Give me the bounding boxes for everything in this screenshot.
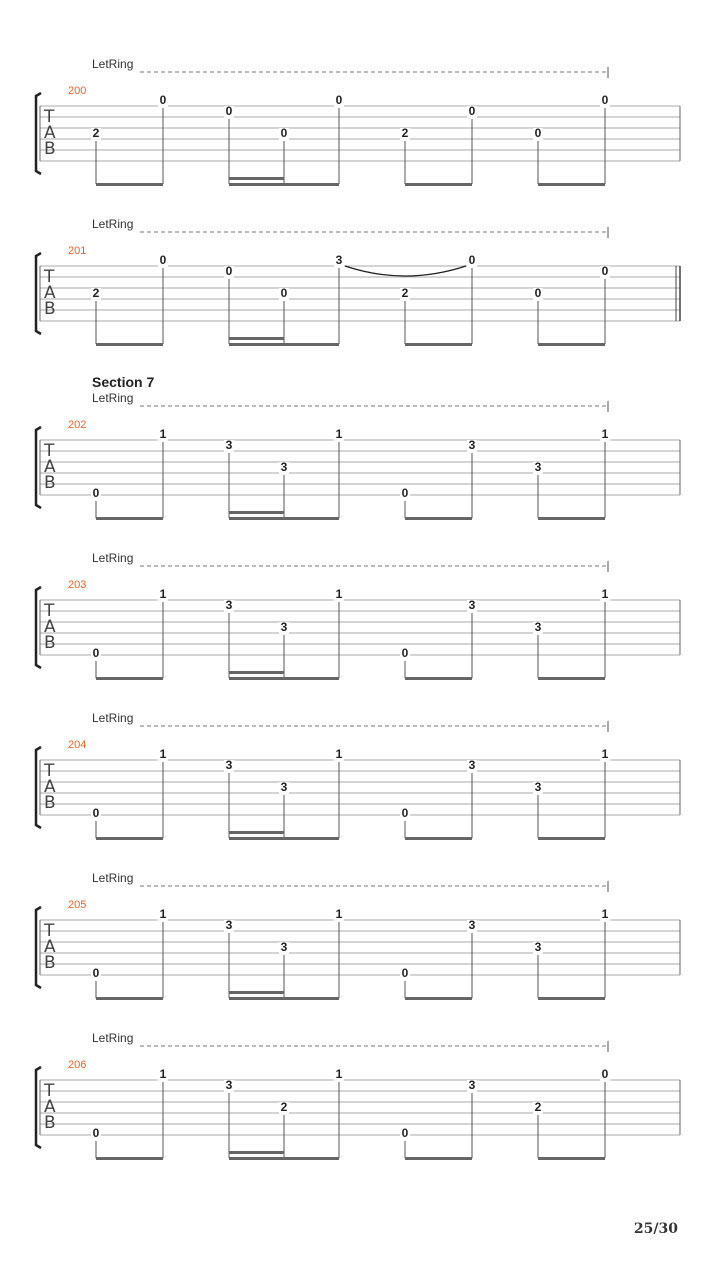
fret-number: 1 bbox=[335, 427, 343, 441]
fret-number: 3 bbox=[225, 438, 233, 452]
letring-label: LetRing bbox=[92, 871, 134, 885]
fret-number: 0 bbox=[92, 806, 100, 820]
fret-number: 3 bbox=[280, 940, 288, 954]
section-title: Section 7 bbox=[92, 374, 155, 390]
letring-label: LetRing bbox=[92, 57, 134, 71]
fret-number: 1 bbox=[601, 427, 609, 441]
beam bbox=[538, 517, 605, 520]
fret-number: 1 bbox=[335, 1067, 343, 1081]
beam bbox=[229, 837, 339, 840]
fret-number: 1 bbox=[159, 587, 167, 601]
fret-number: 3 bbox=[225, 1078, 233, 1092]
fret-number: 0 bbox=[401, 806, 409, 820]
secondary-beam bbox=[229, 511, 284, 514]
fret-number: 3 bbox=[225, 598, 233, 612]
tab-clef-letter: B bbox=[44, 953, 56, 973]
tab-clef-letter: A bbox=[44, 1097, 56, 1117]
beam bbox=[405, 677, 472, 680]
fret-number: 1 bbox=[335, 907, 343, 921]
beam bbox=[405, 517, 472, 520]
fret-number: 3 bbox=[534, 780, 542, 794]
tab-clef-letter: A bbox=[44, 457, 56, 477]
fret-number: 1 bbox=[159, 747, 167, 761]
beam bbox=[405, 343, 472, 346]
fret-number: 1 bbox=[601, 587, 609, 601]
beam bbox=[229, 677, 339, 680]
fret-number: 0 bbox=[225, 264, 233, 278]
fret-number: 3 bbox=[468, 438, 476, 452]
fret-number: 3 bbox=[280, 620, 288, 634]
secondary-beam bbox=[229, 337, 284, 340]
fret-number: 0 bbox=[225, 104, 233, 118]
fret-number: 2 bbox=[92, 286, 100, 300]
fret-number: 1 bbox=[159, 1067, 167, 1081]
secondary-beam bbox=[229, 1151, 284, 1154]
secondary-beam bbox=[229, 177, 284, 180]
beam bbox=[229, 997, 339, 1000]
fret-number: 3 bbox=[335, 253, 343, 267]
tab-clef-letter: B bbox=[44, 139, 56, 159]
fret-number: 1 bbox=[335, 587, 343, 601]
beam bbox=[538, 343, 605, 346]
tab-system bbox=[36, 217, 680, 346]
fret-number: 0 bbox=[92, 1126, 100, 1140]
fret-number: 0 bbox=[601, 93, 609, 107]
fret-number: 0 bbox=[92, 486, 100, 500]
measure-number: 203 bbox=[68, 579, 87, 591]
secondary-beam bbox=[229, 671, 284, 674]
beam bbox=[96, 1157, 163, 1160]
fret-number: 0 bbox=[534, 126, 542, 140]
tab-system bbox=[36, 391, 680, 520]
fret-number: 3 bbox=[468, 1078, 476, 1092]
fret-number: 3 bbox=[280, 780, 288, 794]
tab-clef-letter: B bbox=[44, 1113, 56, 1133]
fret-number: 0 bbox=[401, 486, 409, 500]
tab-clef-letter: T bbox=[44, 267, 55, 287]
beam bbox=[229, 1157, 339, 1160]
fret-number: 0 bbox=[534, 286, 542, 300]
fret-number: 2 bbox=[92, 126, 100, 140]
tab-system bbox=[36, 57, 680, 186]
fret-number: 3 bbox=[225, 758, 233, 772]
fret-number: 0 bbox=[159, 253, 167, 267]
tab-system bbox=[36, 1031, 680, 1160]
secondary-beam bbox=[229, 991, 284, 994]
tab-clef-letter: A bbox=[44, 617, 56, 637]
beam bbox=[96, 837, 163, 840]
fret-number: 2 bbox=[401, 286, 409, 300]
tie-curve bbox=[345, 266, 466, 276]
beam bbox=[538, 677, 605, 680]
fret-number: 0 bbox=[601, 264, 609, 278]
letring-label: LetRing bbox=[92, 217, 134, 231]
letring-label: LetRing bbox=[92, 711, 134, 725]
measure-number: 201 bbox=[68, 245, 87, 257]
tab-clef-letter: A bbox=[44, 937, 56, 957]
beam bbox=[229, 183, 339, 186]
beam bbox=[405, 997, 472, 1000]
fret-number: 0 bbox=[92, 646, 100, 660]
fret-number: 2 bbox=[401, 126, 409, 140]
fret-number: 0 bbox=[468, 253, 476, 267]
tab-system bbox=[36, 871, 680, 1000]
tab-clef-letter: A bbox=[44, 123, 56, 143]
tab-system bbox=[36, 711, 680, 840]
tab-clef-letter: T bbox=[44, 1081, 55, 1101]
letring-label: LetRing bbox=[92, 1031, 134, 1045]
fret-number: 3 bbox=[280, 460, 288, 474]
secondary-beam bbox=[229, 831, 284, 834]
measure-number: 200 bbox=[68, 85, 87, 97]
fret-number: 0 bbox=[401, 646, 409, 660]
letring-label: LetRing bbox=[92, 551, 134, 565]
beam bbox=[96, 677, 163, 680]
fret-number: 1 bbox=[601, 907, 609, 921]
beam bbox=[538, 837, 605, 840]
tab-clef-letter: B bbox=[44, 793, 56, 813]
beam bbox=[538, 997, 605, 1000]
tab-system bbox=[36, 551, 680, 680]
beam bbox=[96, 343, 163, 346]
fret-number: 3 bbox=[534, 460, 542, 474]
fret-number: 3 bbox=[468, 758, 476, 772]
fret-number: 2 bbox=[280, 1100, 288, 1114]
beam bbox=[405, 1157, 472, 1160]
fret-number: 0 bbox=[401, 966, 409, 980]
tab-clef-letter: T bbox=[44, 107, 55, 127]
measure-number: 206 bbox=[68, 1059, 87, 1071]
tab-clef-letter: B bbox=[44, 473, 56, 493]
beam bbox=[405, 183, 472, 186]
fret-number: 3 bbox=[225, 918, 233, 932]
measure-number: 205 bbox=[68, 899, 87, 911]
beam bbox=[96, 183, 163, 186]
measure-number: 204 bbox=[68, 739, 87, 751]
beam bbox=[538, 1157, 605, 1160]
tab-clef-letter: A bbox=[44, 283, 56, 303]
letring-label: LetRing bbox=[92, 391, 134, 405]
fret-number: 0 bbox=[401, 1126, 409, 1140]
tab-clef-letter: T bbox=[44, 601, 55, 621]
fret-number: 3 bbox=[468, 598, 476, 612]
beam bbox=[229, 517, 339, 520]
page-number: 25/30 bbox=[633, 1221, 678, 1237]
beam bbox=[96, 997, 163, 1000]
fret-number: 0 bbox=[159, 93, 167, 107]
tab-clef-letter: T bbox=[44, 921, 55, 941]
beam bbox=[405, 837, 472, 840]
tab-clef-letter: B bbox=[44, 633, 56, 653]
fret-number: 0 bbox=[601, 1067, 609, 1081]
fret-number: 3 bbox=[534, 940, 542, 954]
fret-number: 3 bbox=[468, 918, 476, 932]
fret-number: 1 bbox=[601, 747, 609, 761]
fret-number: 1 bbox=[159, 427, 167, 441]
tab-clef-letter: T bbox=[44, 761, 55, 781]
tab-clef-letter: T bbox=[44, 441, 55, 461]
fret-number: 0 bbox=[335, 93, 343, 107]
fret-number: 0 bbox=[280, 126, 288, 140]
fret-number: 3 bbox=[534, 620, 542, 634]
fret-number: 1 bbox=[335, 747, 343, 761]
beam bbox=[229, 343, 339, 346]
measure-number: 202 bbox=[68, 419, 87, 431]
beam bbox=[96, 517, 163, 520]
fret-number: 1 bbox=[159, 907, 167, 921]
fret-number: 2 bbox=[534, 1100, 542, 1114]
tab-clef-letter: A bbox=[44, 777, 56, 797]
tab-clef-letter: B bbox=[44, 299, 56, 319]
fret-number: 0 bbox=[468, 104, 476, 118]
fret-number: 0 bbox=[92, 966, 100, 980]
fret-number: 0 bbox=[280, 286, 288, 300]
beam bbox=[538, 183, 605, 186]
